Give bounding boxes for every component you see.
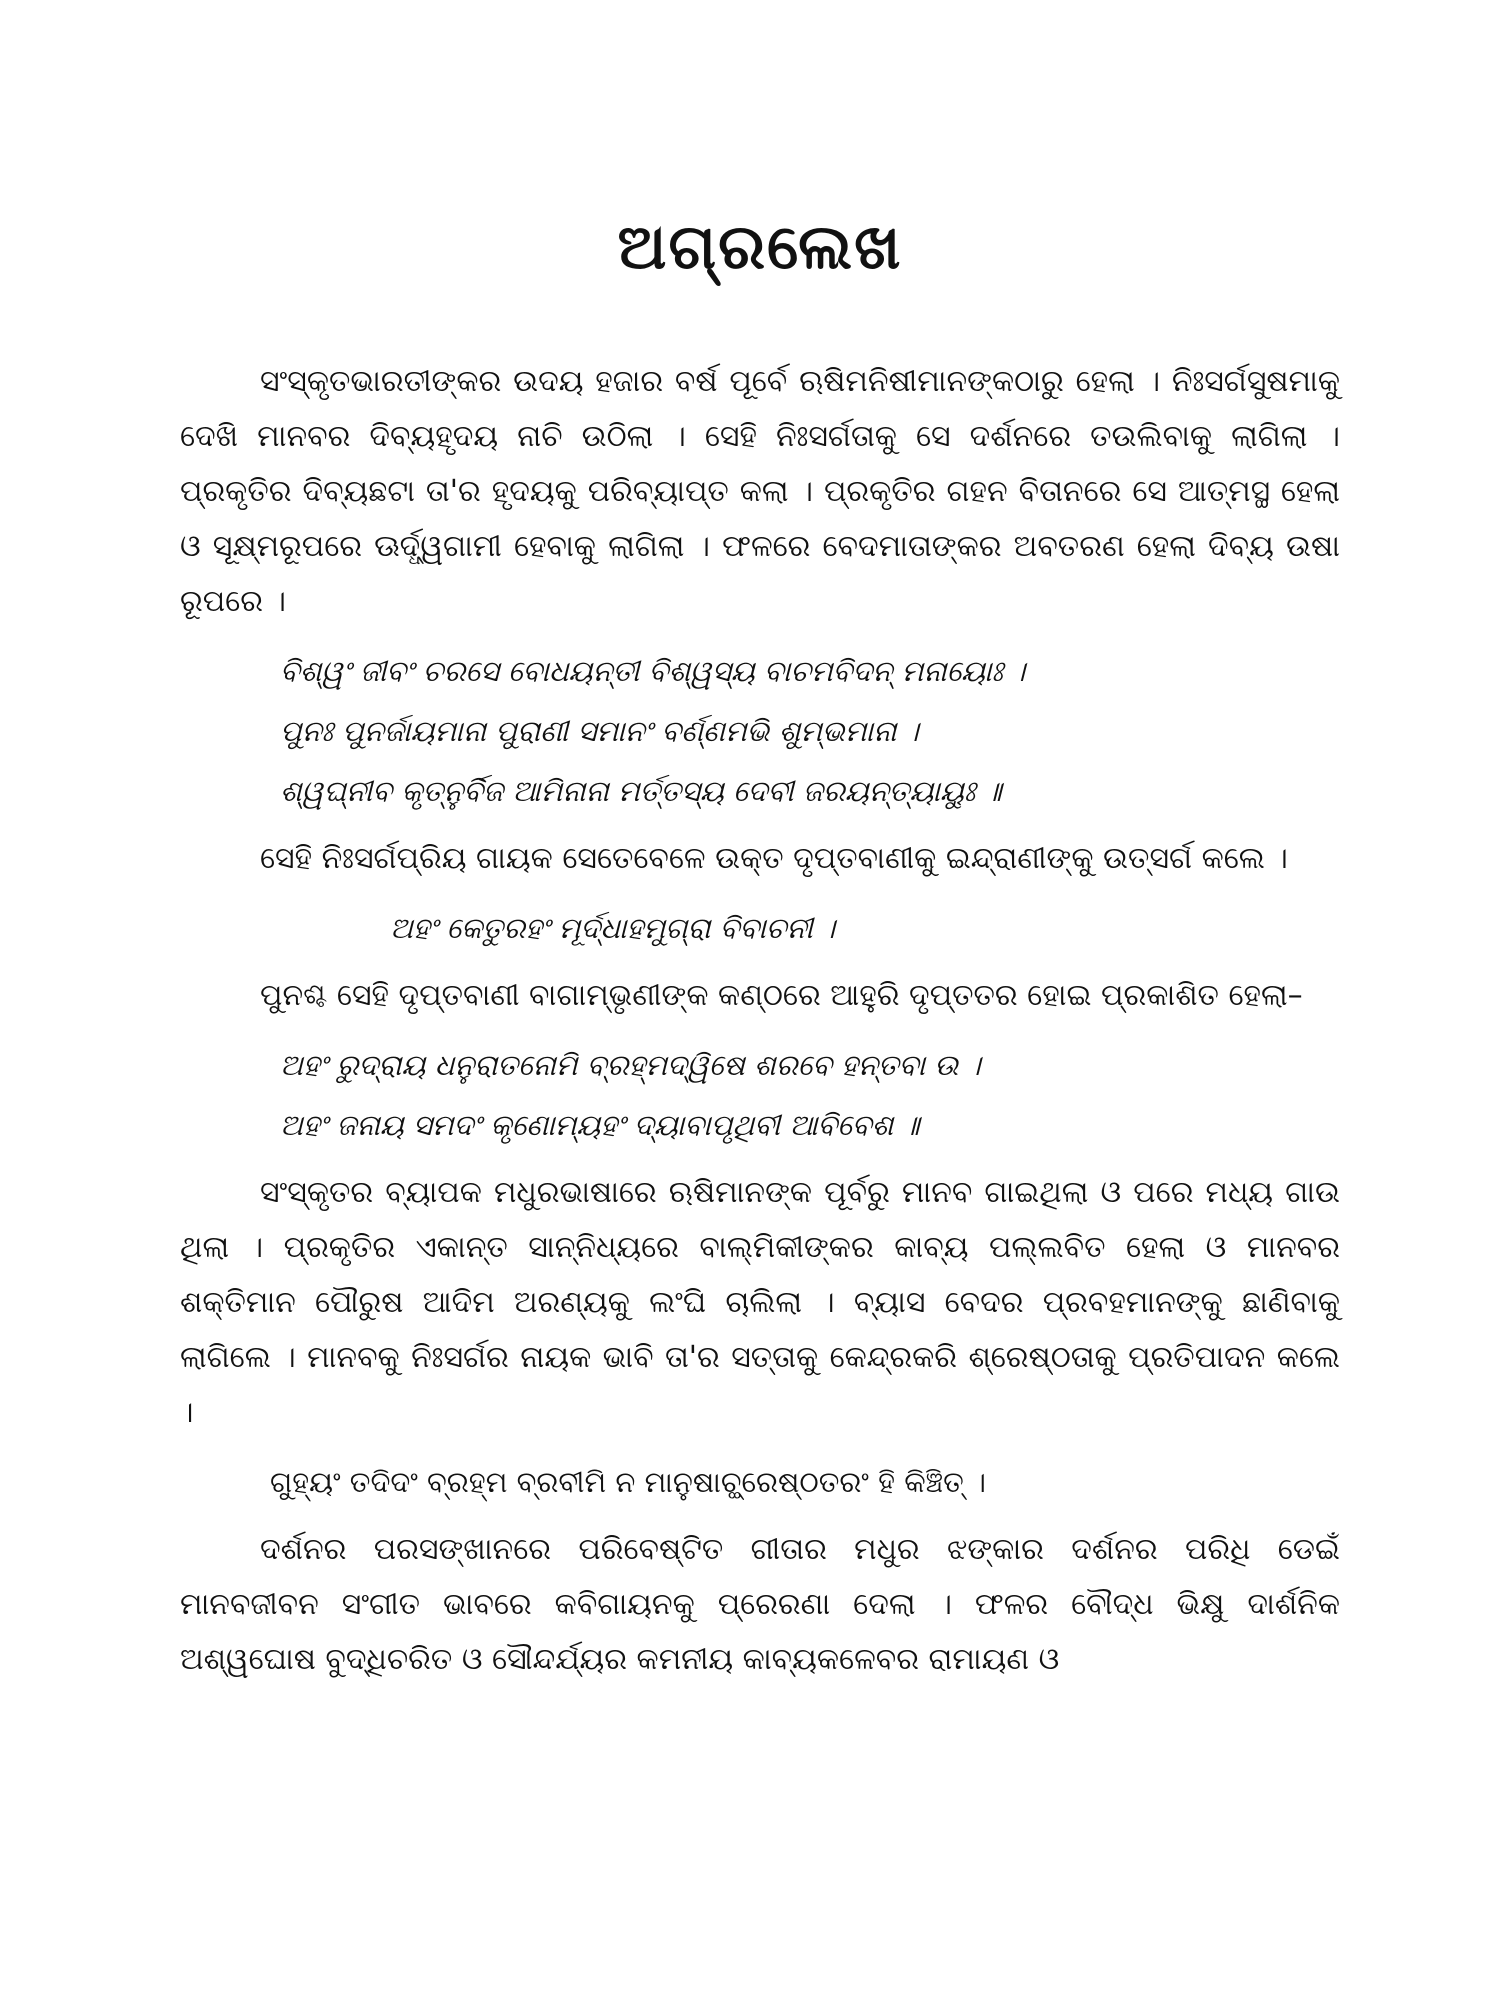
verse-line: ଅହଂ କେତୁରହଂ ମୂର୍ଦ୍ଧାହମୁଗ୍ରା ବିବାଚନୀ । bbox=[390, 911, 836, 945]
verse-line: ପୁନଃ ପୁନର୍ଜାୟମାନା ପୁରାଣୀ ସମାନଂ ବର୍ଣ୍ଣମଭି ଶୁମ୍ଭମାନା । bbox=[280, 714, 919, 748]
verse-line: ଅହଂ ରୁଦ୍ରାୟ ଧନୁରାତନୋମି ବ୍ରହ୍ମଦ୍ୱିଷେ ଶରବେ ହନ୍ତବା ଉ । bbox=[280, 1048, 981, 1082]
verse-line: ଅହଂ ଜନାୟ ସମଦଂ କୃଣୋମ୍ୟହଂ ଦ୍ୟାବାପୃଥିବୀ ଆବିବେଶ ॥ bbox=[280, 1108, 920, 1142]
verse-line: ବିଶ୍ୱଂ ଜୀବଂ ଚରସେ ବୋଧୟନ୍ତୀ ବିଶ୍ୱସ୍ୟ ବାଚମବିଦନ୍ ମନାୟୋଃ । bbox=[280, 654, 1026, 688]
verse-group-ketu bbox=[180, 898, 1340, 958]
paragraph-darshana: ଦର୍ଶନର ପରସଙ୍ଖାନରେ ପରିବେଷ୍ଟିତ ଗୀତାର ମଧୁର ଝଙ୍କାର ଦର୍ଶନର ପରିଧି ଡେଇଁ ମାନବଜୀବନ ସଂଗୀତ ଭାବରେ କବିଗାୟନକୁ ପ୍ରେରଣା ଦେଲା । ଫଳର ବୌଦ୍ଧ ଭିକ୍ଷୁ ଦାର୍ଶନିକ ଅଶ୍ୱଘୋଷ ବୁଦ୍ଧିଚରିତ ଓ ସୌନ୍ଦର୍ଯ୍ୟର କମନୀୟ କାବ୍ୟକଳେବର ରାମାୟଣ ଓ bbox=[180, 1532, 1340, 1677]
page-title: ଅଗ୍ରଲେଖ bbox=[617, 210, 903, 283]
verse-group-rudra bbox=[180, 1035, 1340, 1155]
verse-line: ଗୁହ୍ୟଂ ତଦିଦଂ ବ୍ରହ୍ମ ବ୍ରବୀମି ନ ମାନୁଷାଚ୍ଛ୍ରେଷ୍ଠତରଂ ହି କିଞ୍ଚିତ୍ । bbox=[270, 1465, 987, 1499]
paragraph-vagambhruni: ପୁନଶ୍ଚ ସେହି ଦୃପ୍ତବାଣୀ ବାଗାମ୍ଭୃଣୀଙ୍କ କଣ୍ଠରେ ଆହୁରି ଦୃପ୍ତତର ହୋଇ ପ୍ରକାଶିତ ହେଲା– bbox=[260, 978, 1303, 1013]
paragraph-sanskrit: ସଂସ୍କୃତର ବ୍ୟାପକ ମଧୁରଭାଷାରେ ଋଷିମାନଙ୍କ ପୂର୍ବରୁ ମାନବ ଗାଇଥିଲା ଓ ପରେ ମଧ୍ୟ ଗାଉ ଥିଲା । ପ୍ରକୃତିର ଏକାନ୍ତ ସାନ୍ନିଧ୍ୟରେ ବାଲ୍ମିକୀଙ୍କର କାବ୍ୟ ପଲ୍ଲବିତ ହେଲା ଓ ମାନବର ଶକ୍ତିମାନ ପୌରୁଷ ଆଦିମ ଅରଣ୍ୟକୁ ଲଂଘି ଚାଲିଲା । ବ୍ୟାସ ବେଦର ପ୍ରବହମାନଙ୍କୁ ଛାଣିବାକୁ ଲାଗିଲେ । ମାନବକୁ ନିଃସର୍ଗର ନାୟକ ଭାବି ତା'ର ସତ୍ତାକୁ କେନ୍ଦ୍ରକରି ଶ୍ରେଷ୍ଠତାକୁ ପ୍ରତିପାଦନ କଲେ । bbox=[180, 1175, 1340, 1430]
verse-group-usha bbox=[180, 641, 1340, 821]
paragraph-indrani: ସେହି ନିଃସର୍ଗପ୍ରିୟ ଗାୟକ ସେତେବେଳେ ଉକ୍ତ ଦୃପ୍ତବାଣୀକୁ ଇନ୍ଦ୍ରାଣୀଙ୍କୁ ଉତ୍ସର୍ଗ କଲେ । bbox=[260, 841, 1288, 876]
paragraph-intro: ସଂସ୍କୃତଭାରତୀଙ୍କର ଉଦୟ ହଜାର ବର୍ଷ ପୂର୍ବେ ଋଷିମନିଷୀମାନଙ୍କଠାରୁ ହେଲା । ନିଃସର୍ଗସୁଷମାକୁ ଦେଖି ମାନବର ଦିବ୍ୟହୃଦୟ ନାଚି ଉଠିଲା । ସେହି ନିଃସର୍ଗତାକୁ ସେ ଦର୍ଶନରେ ତଉଲିବାକୁ ଲାଗିଲା । ପ୍ରକୃତିର ଦିବ୍ୟଛଟା ତା'ର ହୃଦୟକୁ ପରିବ୍ୟାପ୍ତ କଲା । ପ୍ରକୃତିର ଗହନ ବିତାନରେ ସେ ଆତ୍ମସ୍ଥ ହେଲା ଓ ସୂକ୍ଷ୍ମରୂପରେ ଊର୍ଦ୍ଧ୍ୱଗାମୀ ହେବାକୁ ଲାଗିଲା । ଫଳରେ ବେଦମାତାଙ୍କର ଅବତରଣ ହେଲା ଦିବ୍ୟ ଉଷା ରୂପରେ । bbox=[180, 364, 1340, 619]
verse-group-guhya bbox=[180, 1452, 1340, 1512]
verse-line: ଶ୍ୱଘ୍ନୀବ କୃତ୍ନୁର୍ବିଜ ଆମିନାନା ମର୍ତ୍ତସ୍ୟ ଦେବୀ ଜରୟନ୍ତ୍ୟାୟୁଃ ॥ bbox=[280, 774, 1002, 808]
